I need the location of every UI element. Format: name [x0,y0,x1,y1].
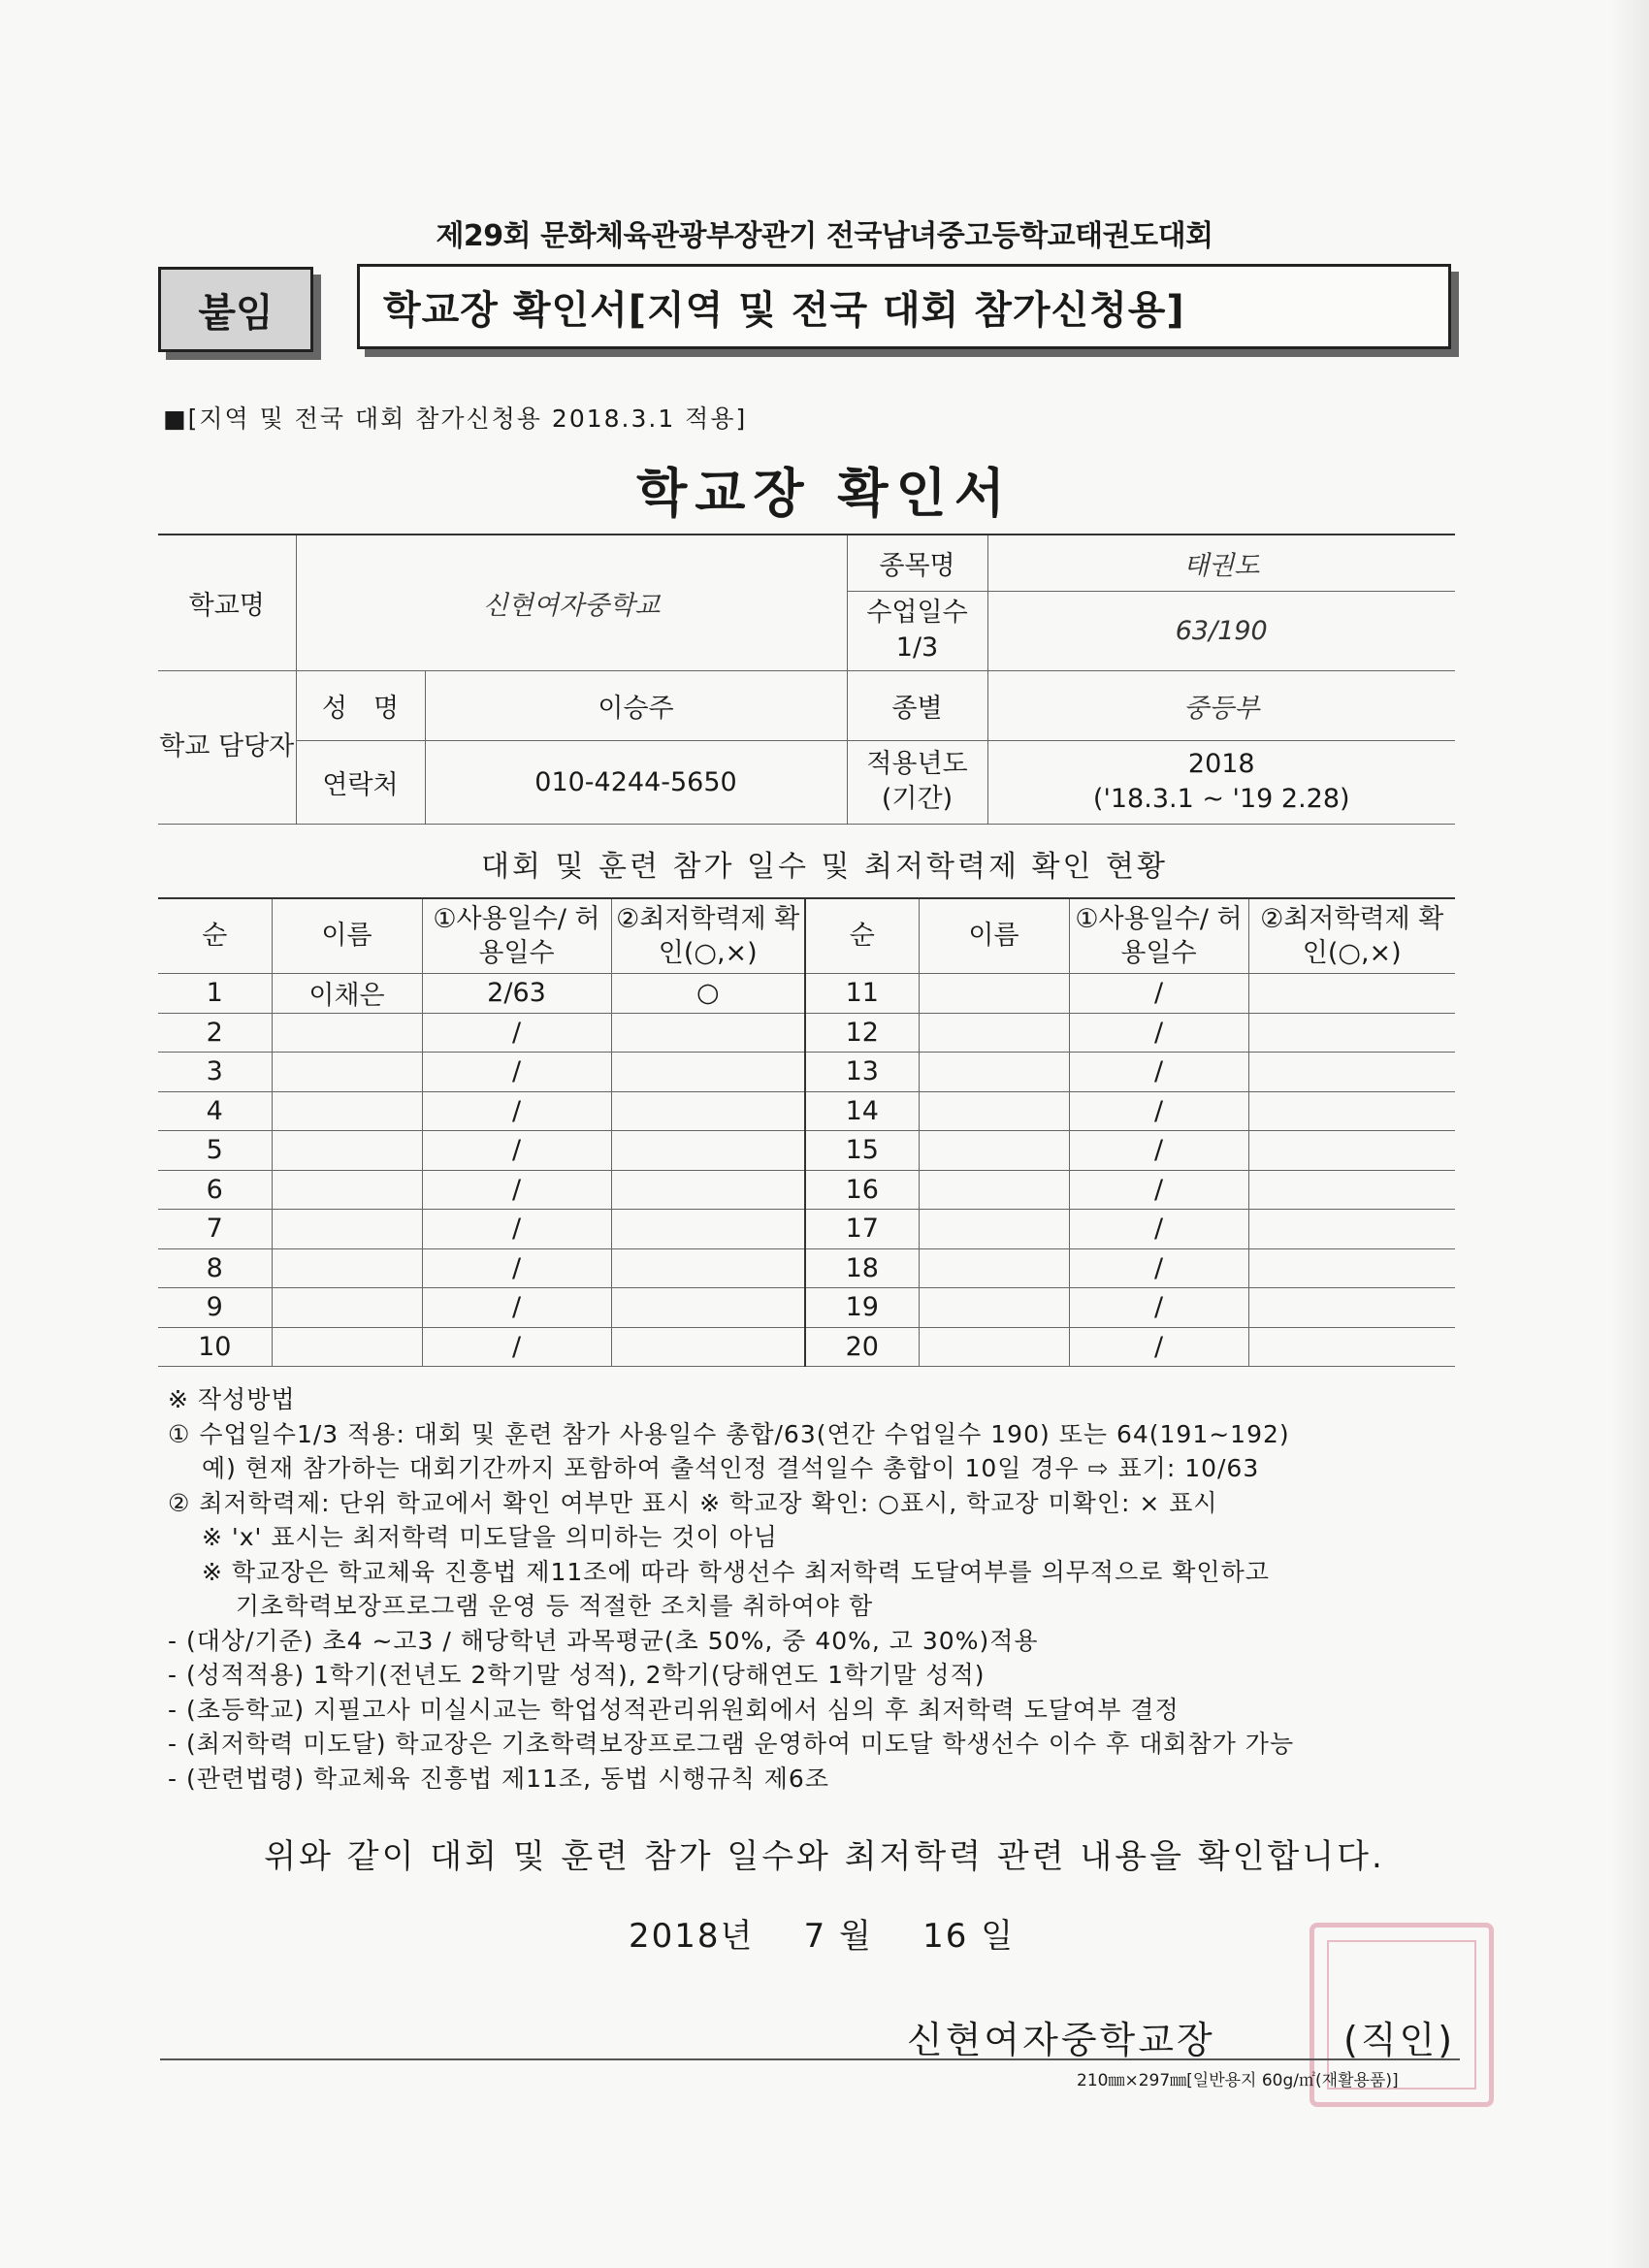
date-month: 7 월 [803,1917,873,1956]
manager-name-label: 성 명 [296,670,425,740]
row-name [272,1013,422,1053]
contact-label: 연락처 [296,740,425,824]
note-line: ※ 'x' 표시는 최저학력 미도달을 의미하는 것이 아님 [168,1523,778,1551]
row-days: / [1069,1053,1248,1092]
note-line: ※ 작성방법 [168,1385,296,1413]
row-days: / [422,1053,611,1092]
row-seq: 18 [805,1248,919,1288]
header-min-check: ②최저학력제 확인(○,×) [611,898,805,974]
manager-name-value: 이승주 [425,670,847,740]
seal-label: (직인) [1343,2019,1456,2061]
event-title: 제29회 문화체육관광부장관기 전국남녀중고등학교태권도대회 [436,219,1213,253]
row-min-check [1248,1210,1455,1249]
row-days: / [1069,1170,1248,1210]
row-min-check [611,1170,805,1210]
period-label: 적용년도 (기간) [847,740,987,824]
row-name [919,1053,1069,1092]
row-min-check [611,1013,805,1053]
row-seq: 4 [158,1091,272,1131]
header-seq: 순 [158,898,272,974]
table-row [158,1288,1455,1328]
table-row [158,1053,1455,1092]
note-line: - (최저학력 미도달) 학교장은 기초학력보장프로그램 운영하여 미도달 학생선수 이수 후 대회참가 가능 [168,1730,1295,1758]
row-name [272,1248,422,1288]
table-row [158,1131,1455,1171]
row-name [272,1327,422,1367]
row-days: / [422,1091,611,1131]
table-row [158,1248,1455,1288]
bottom-divider [160,2058,1460,2060]
row-seq: 8 [158,1248,272,1288]
row-days: / [422,1170,611,1210]
class-days-label: 수업일수 1/3 [847,591,987,670]
table-row [158,1013,1455,1053]
row-name [919,1091,1069,1131]
row-seq: 16 [805,1170,919,1210]
row-min-check [611,1248,805,1288]
row-min-check [1248,1053,1455,1092]
header-name: 이름 [272,898,422,974]
participation-table [158,897,1455,1367]
table-row [158,1091,1455,1131]
table-row [158,974,1455,1014]
row-min-check [611,1091,805,1131]
category-label: 종별 [847,670,987,740]
row-min-check [1248,1170,1455,1210]
row-seq: 12 [805,1013,919,1053]
header-name: 이름 [919,898,1069,974]
row-days: / [422,1013,611,1053]
signer-title: 신현여자중학교장 [907,2019,1215,2061]
row-name [919,1288,1069,1328]
row-min-check [1248,1131,1455,1171]
row-min-check [1248,1091,1455,1131]
row-name [272,1288,422,1328]
scan-shadow [1610,0,1649,2268]
row-min-check [611,1210,805,1249]
category-value: 중등부 [987,670,1455,740]
writing-instructions [168,1382,1468,1796]
table-row [158,1170,1455,1210]
row-days: / [1069,1210,1248,1249]
row-name [919,1248,1069,1288]
row-seq: 5 [158,1131,272,1171]
row-min-check [1248,1288,1455,1328]
row-name [272,1091,422,1131]
paper-spec-footer: 210㎜×297㎜[일반용지 60g/㎡(재활용품)] [1077,2071,1399,2090]
row-seq: 7 [158,1210,272,1249]
date-day: 16 일 [922,1917,1016,1956]
row-name [919,1170,1069,1210]
row-seq: 6 [158,1170,272,1210]
row-min-check [1248,1248,1455,1288]
section-title: 대회 및 훈련 참가 일수 및 최저학력제 확인 현황 [481,850,1168,884]
row-name [919,1210,1069,1249]
row-name [272,1210,422,1249]
row-min-check [611,1327,805,1367]
note-line: ① 수업일수1/3 적용: 대회 및 훈련 참가 사용일수 총합/63(연간 수업일수 190) 또는 64(191~192) [168,1419,1290,1448]
header-days: ①사용일수/ 허용일수 [422,898,611,974]
date-year: 2018년 [629,1917,755,1956]
row-days: / [422,1210,611,1249]
event-label: 종목명 [847,535,987,591]
row-days: / [422,1131,611,1171]
class-days-value: 63/190 [987,591,1455,670]
row-days: / [422,1288,611,1328]
document-title: 학교장 확인서[지역 및 전국 대회 참가신청용] [357,264,1451,349]
row-min-check [1248,1013,1455,1053]
note-line: ② 최저학력제: 단위 학교에서 확인 여부만 표시 ※ 학교장 확인: ○표시, 학교장 미확인: × 표시 [168,1488,1218,1517]
table-row [158,1327,1455,1367]
row-days: / [1069,1131,1248,1171]
event-value: 태권도 [987,535,1455,591]
manager-label: 학교 담당자 [158,670,296,824]
note-line: ※ 학교장은 학교체육 진흥법 제11조에 따라 학생선수 최저학력 도달여부를 의무적으로 확인하고 [168,1557,1270,1586]
row-days: 2/63 [422,974,611,1014]
row-days: / [1069,1288,1248,1328]
note-line: - (성적적용) 1학기(전년도 2학기말 성적), 2학기(당해연도 1학기말 성적) [168,1661,986,1689]
row-days: / [1069,1327,1248,1367]
note-line: - (대상/기준) 초4 ~고3 / 해당학년 과목평균(초 50%, 중 40%, 고 30%)적용 [168,1626,1039,1655]
row-name [919,1327,1069,1367]
row-days: / [1069,1091,1248,1131]
row-name [919,974,1069,1014]
row-seq: 3 [158,1053,272,1092]
row-seq: 17 [805,1210,919,1249]
row-seq: 13 [805,1053,919,1092]
school-name-value: 신현여자중학교 [296,535,847,670]
row-min-check [1248,1327,1455,1367]
row-name [272,1131,422,1171]
note-line: 기초학력보장프로그램 운영 등 적절한 조치를 취하여야 함 [168,1592,874,1620]
row-name [919,1013,1069,1053]
contact-value: 010-4244-5650 [425,740,847,824]
row-days: / [1069,974,1248,1014]
row-seq: 15 [805,1131,919,1171]
row-seq: 20 [805,1327,919,1367]
period-year: 2018 [1187,748,1255,779]
note-line: - (관련법령) 학교체육 진흥법 제11조, 동법 시행규칙 제6조 [168,1764,829,1793]
main-title: 학교장 확인서 [636,463,1013,524]
row-days: / [422,1327,611,1367]
row-seq: 19 [805,1288,919,1328]
row-seq: 1 [158,974,272,1014]
period-range: ('18.3.1 ~ '19 2.28) [1092,784,1350,814]
school-name-label: 학교명 [158,535,296,670]
row-name [272,1053,422,1092]
row-min-check [611,1053,805,1092]
row-seq: 9 [158,1288,272,1328]
note-line: - (초등학교) 지필고사 미실시교는 학업성적관리위원회에서 심의 후 최저학력 도달여부 결정 [168,1695,1180,1724]
attachment-badge: 붙임 [158,267,313,352]
header-days: ①사용일수/ 허용일수 [1069,898,1248,974]
row-days: / [422,1248,611,1288]
school-info-table [158,534,1455,825]
issue-date [629,1909,1015,1957]
row-seq: 2 [158,1013,272,1053]
row-days: / [1069,1248,1248,1288]
period-value [987,740,1455,824]
row-name: 이채은 [272,974,422,1014]
header-min-check: ②최저학력제 확인(○,×) [1248,898,1455,974]
row-days: / [1069,1013,1248,1053]
regulation-note: ■[지역 및 전국 대회 참가신청용 2018.3.1 적용] [163,405,748,433]
table-row [158,1210,1455,1249]
row-min-check: ○ [611,974,805,1014]
row-name [919,1131,1069,1171]
row-seq: 14 [805,1091,919,1131]
row-name [272,1170,422,1210]
confirmation-statement: 위와 같이 대회 및 훈련 참가 일수와 최저학력 관련 내용을 확인합니다. [264,1837,1385,1876]
row-min-check [1248,974,1455,1014]
row-min-check [611,1131,805,1171]
row-seq: 10 [158,1327,272,1367]
row-seq: 11 [805,974,919,1014]
row-min-check [611,1288,805,1328]
header-seq: 순 [805,898,919,974]
note-line: 예) 현재 참가하는 대회기간까지 포함하여 출석인정 결석일수 총합이 10일 경우 ⇨ 표기: 10/63 [168,1454,1260,1482]
